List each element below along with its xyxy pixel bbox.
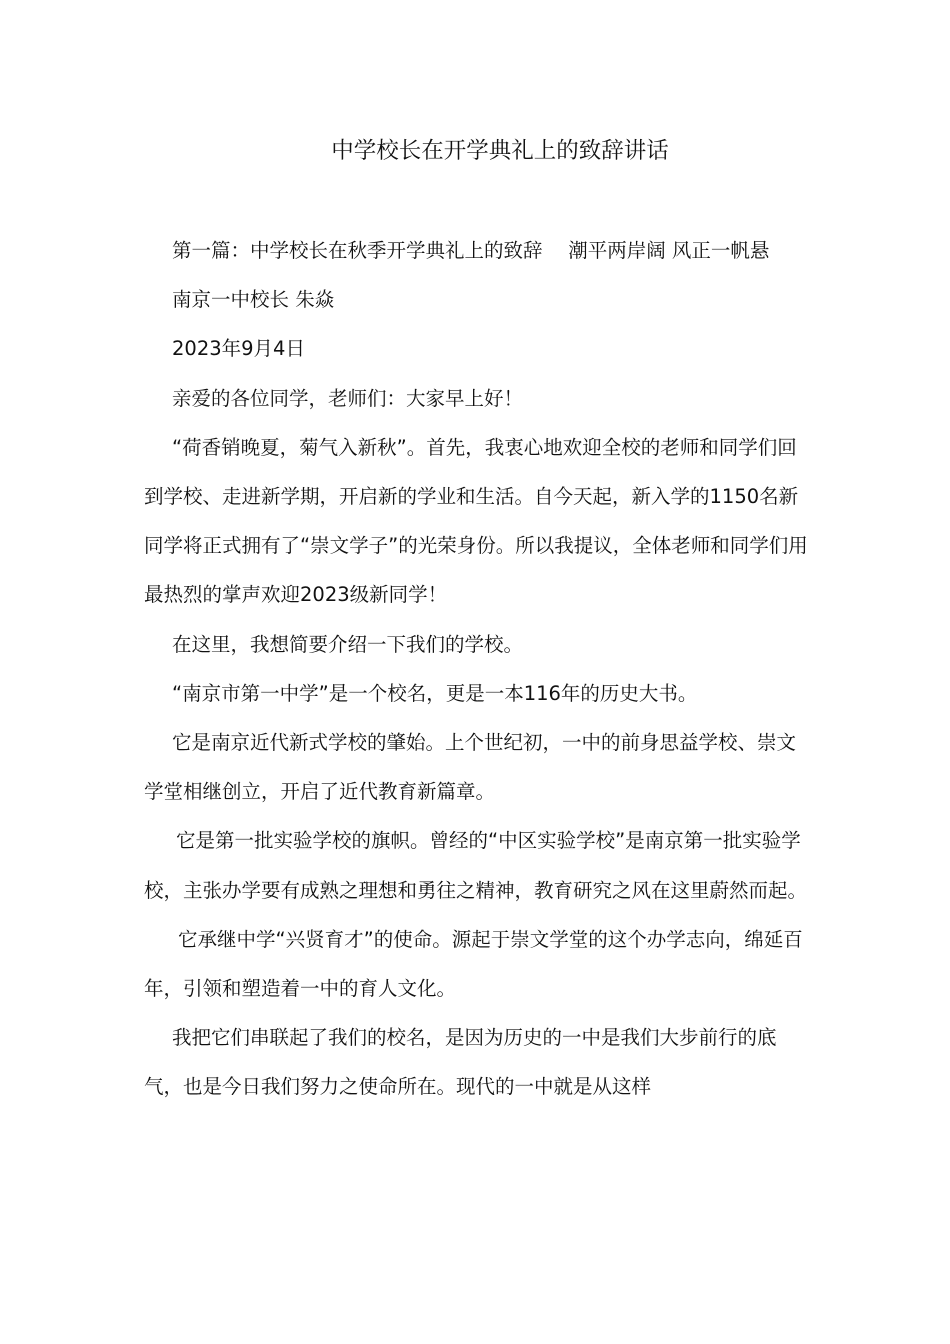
school-name-paragraph: “南京市第一中学”是一个校名，更是一本116年的历史大书。 (172, 681, 698, 705)
intro-paragraph: 在这里，我想简要介绍一下我们的学校。 (172, 632, 524, 656)
document-title: 中学校长在开学典礼上的致辞讲话 (331, 138, 669, 164)
document-body (144, 226, 812, 1112)
author-line: 南京一中校长 朱焱 (172, 288, 335, 312)
history-paragraph: 它是南京近代新式学校的肇始。上个世纪初，一中的前身思益学校、崇文学堂相继创立，开启了近代教育新篇章。 (144, 731, 797, 804)
mission-paragraph: 它承继中学“兴贤育才”的使命。源起于崇文学堂的这个办学志向，绵延百年，引领和塑造着一中的育人文化。 (144, 927, 803, 1001)
experimental-school-paragraph: 它是第一批实验学校的旗帜。曾经的“中区实验学校”是南京第一批实验学校，主张办学要有成熟之理想和勇往之精神，教育研究之风在这里蔚然而起。 (144, 829, 808, 902)
welcome-paragraph: “荷香销晚夏，菊气入新秋”。首先，我衷心地欢迎全校的老师和同学们回到学校、走进新学期，开启新的学业和生活。自今天起，新入学的1150名新同学将正式拥有了“崇文学子”的光荣身份。所以我提议，全体老师和同学们用最热烈的掌声欢迎2023级新同学！ (144, 435, 808, 607)
section-heading-paragraph: 第一篇：中学校长在秋季开学典礼上的致辞 潮平两岸阔 风正一帆悬 (172, 239, 770, 262)
conclusion-paragraph: 我把它们串联起了我们的校名，是因为历史的一中是我们大步前行的底气，也是今日我们努力之使命所在。现代的一中就是从这样 (144, 1026, 777, 1099)
greeting-paragraph: 亲爱的各位同学，老师们：大家早上好！ (172, 386, 524, 410)
date-line: 2023年9月4日 (172, 337, 305, 361)
